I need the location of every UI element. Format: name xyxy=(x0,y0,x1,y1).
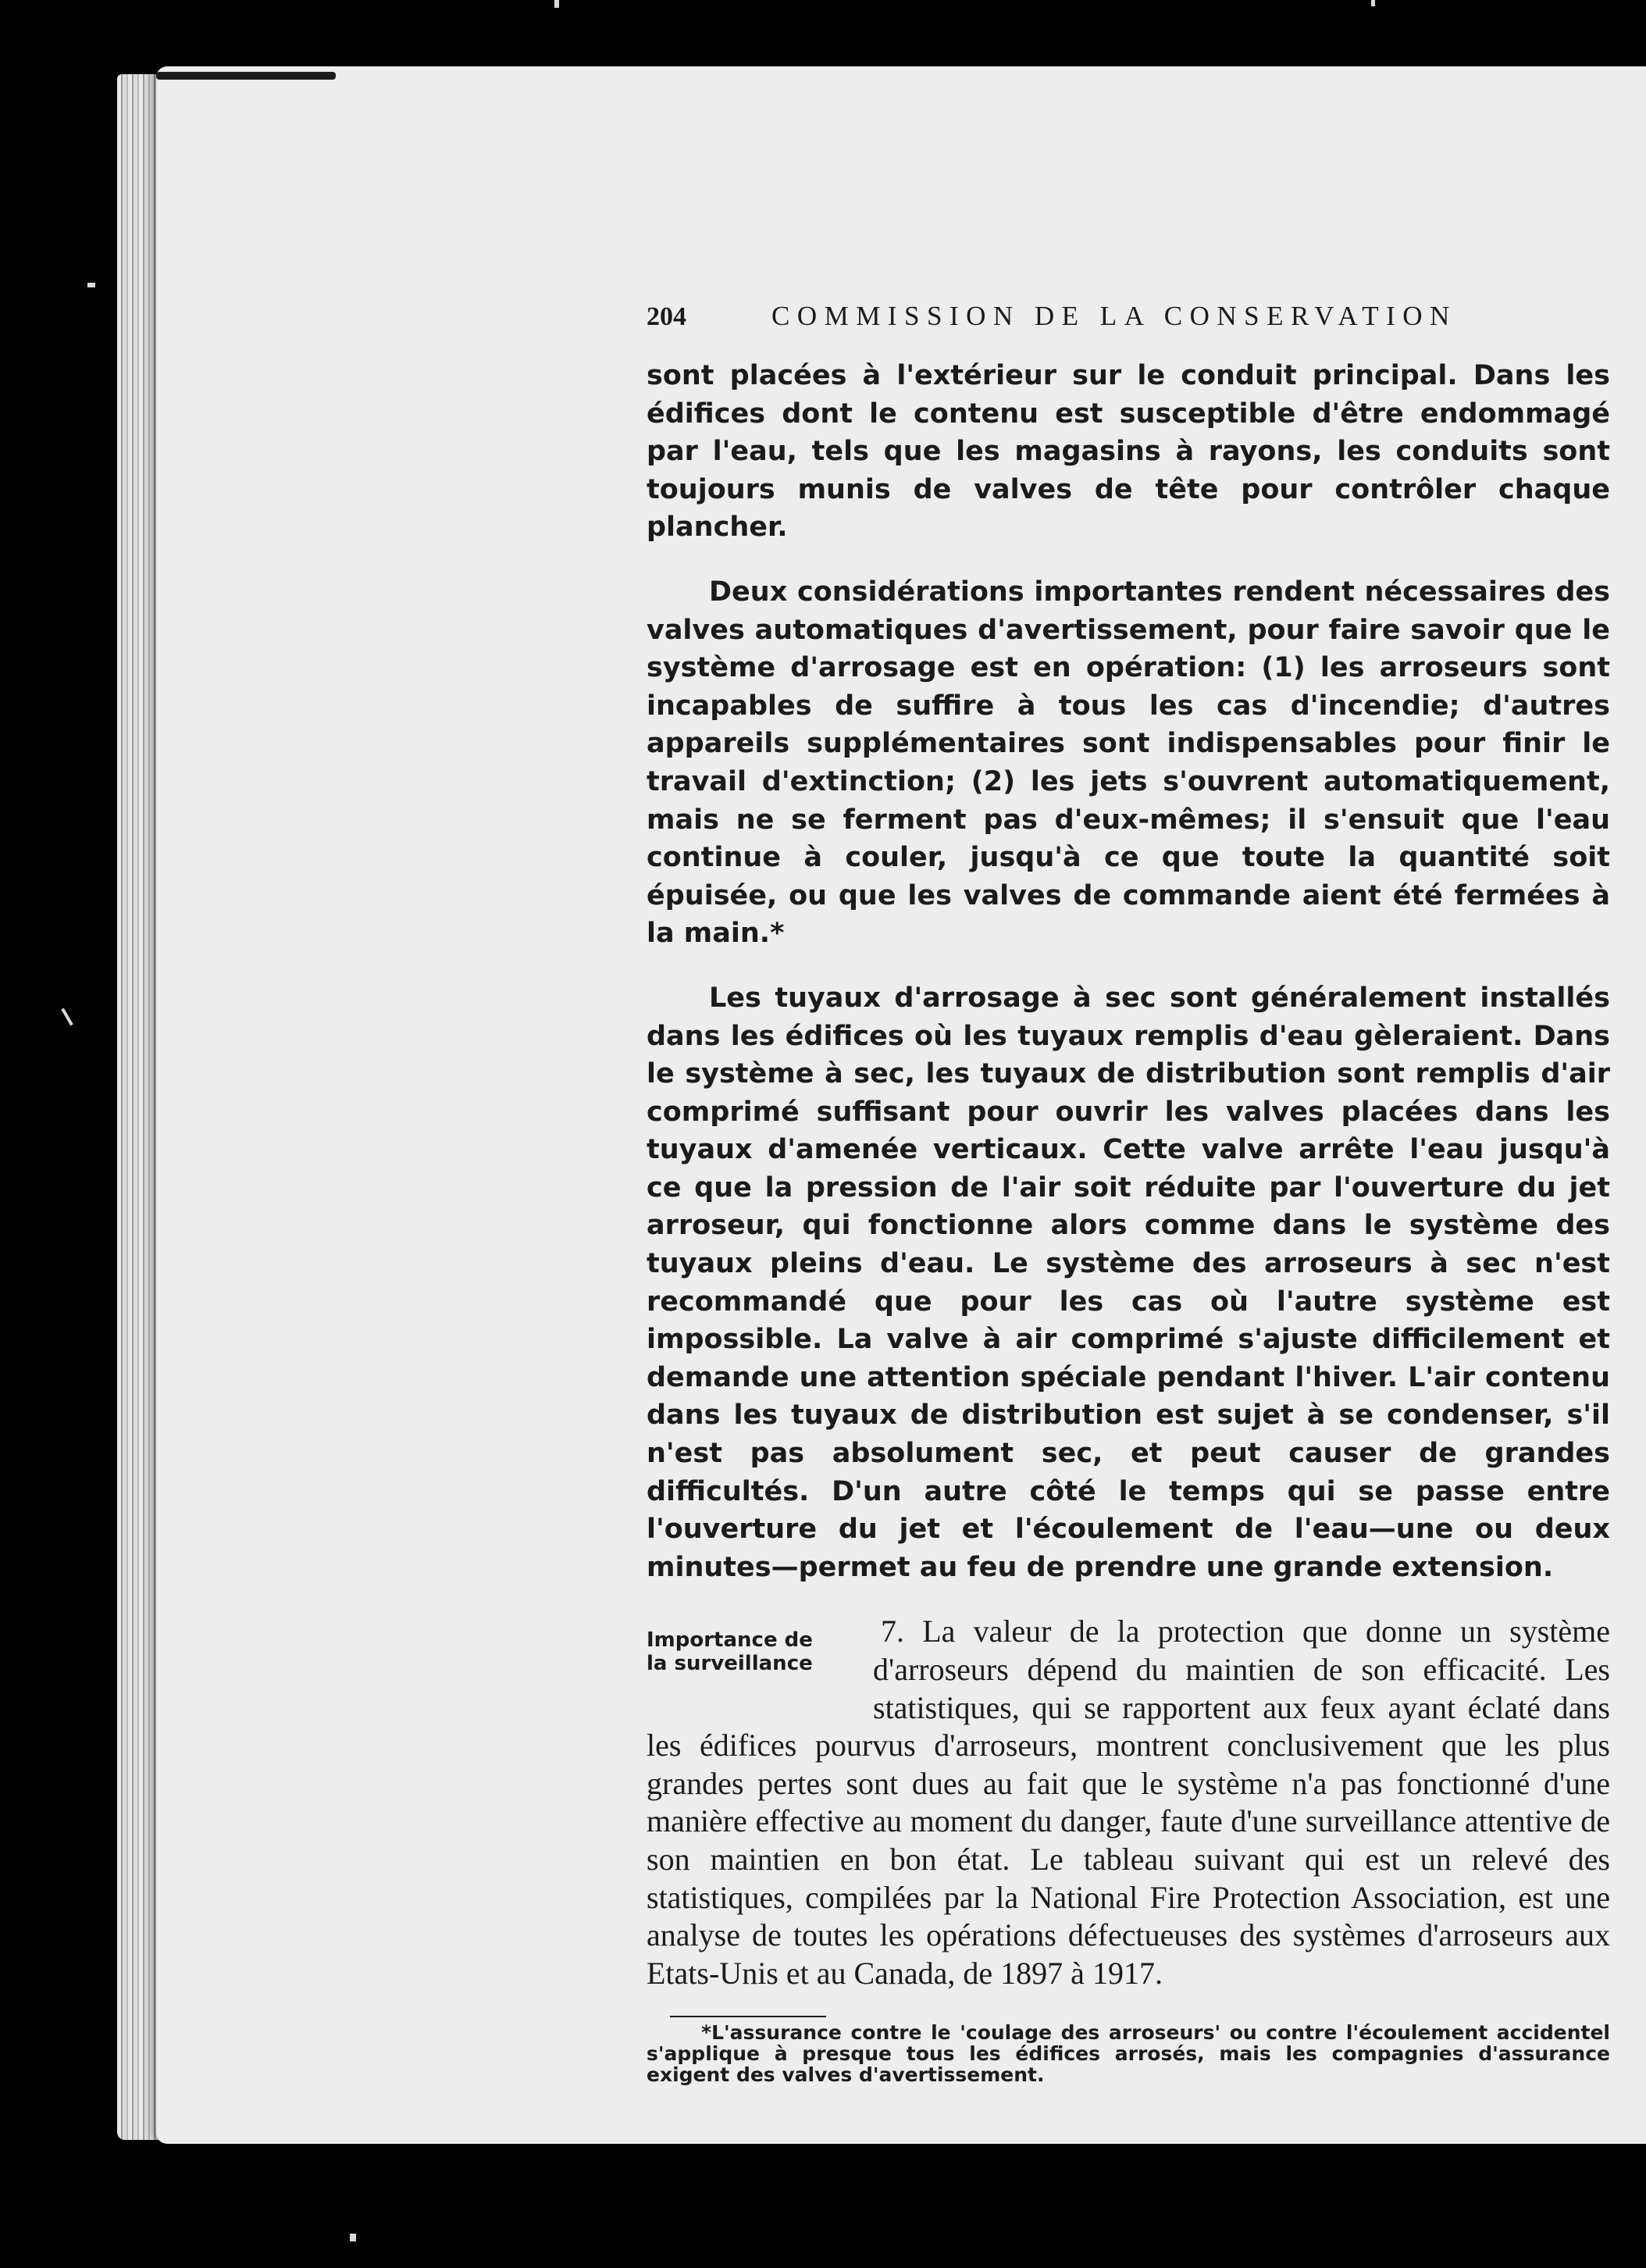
margin-note: Importance de la surveillance xyxy=(647,1628,813,1676)
scan-speck xyxy=(350,2234,356,2241)
running-head xyxy=(647,301,1610,348)
page-number: 204 xyxy=(647,302,686,331)
footnote: *L'assurance contre le 'coulage des arroseurs' ou contre l'écoulement accidentel s'applique à presque tous les édifices arrosés, mais les compagnies d'assurance exigent des valves d'avertissement. xyxy=(647,2021,1610,2087)
scan-speck xyxy=(87,283,95,287)
section-7 xyxy=(647,1613,1610,1992)
footnote-rule xyxy=(670,2016,826,2017)
paragraph: Les tuyaux d'arrosage à sec sont généralement installés dans les édifices où les tuyaux remplis d'eau gèleraient. Dans le système à sec, les tuyaux de distribution sont remplis d'air comprimé suffisant pour ouvrir les valves placées dans les tuyaux d'amenée verticaux. Cette valve arrête l'eau jusqu'à ce que la pression de l'air soit réduite par l'ouverture du jet arroseur, qui fonctionne alors comme dans le système des tuyaux pleins d'eau. Le système des arroseurs à sec n'est recommandé que pour les cas où l'autre système est impossible. La valve à air comprimé s'ajuste difficilement et demande une attention spéciale pendant l'hiver. L'air contenu dans les tuyaux de distribution est sujet à se condenser, s'il n'est pas absolument sec, et peut causer de grandes difficultés. D'un autre côté le temps qui se passe entre l'ouverture du jet et l'écoulement de l'eau—une ou deux minutes—permet au feu de prendre une grande extension. xyxy=(647,982,1610,1583)
scan-speck xyxy=(1371,0,1375,6)
scan-speck xyxy=(554,0,559,8)
running-title: COMMISSION DE LA CONSERVATION xyxy=(771,301,1457,331)
scan-speck xyxy=(61,1008,73,1026)
paragraph: sont placées à l'extérieur sur le conduit principal. Dans les édifices dont le contenu est susceptible d'être endommagé par l'eau, tels que les magasins à rayons, les conduits sont toujours munis de valves de tête pour contrôler chaque plancher. xyxy=(647,360,1610,544)
binding-shadow xyxy=(156,72,336,80)
paragraph: Deux considérations importantes rendent nécessaires des valves automatiques d'avertissement, pour faire savoir que le système d'arrosage est en opération: (1) les arroseurs sont incapables de suffire à tous les cas d'incendie; d'autres appareils supplémentaires sont indispensables pour finir le travail d'extinction; (2) les jets s'ouvrent automatiquement, mais ne se ferment pas d'eux-mêmes; il s'ensuit que l'eau continue à couler, jusqu'à ce que toute la quantité soit épuisée, ou que les valves de commande aient été fermées à la main.* xyxy=(647,576,1610,950)
paragraph: 7. La valeur de la protection que donne un système d'arroseurs dépend du maintien de son efficacité. Les statistiques, qui se rapportent aux feux ayant éclaté dans les édifices pourvus d'arroseurs, montrent conclusivement que les plus grandes pertes sont dues au fait que le système n'a pas fonctionné d'une manière effective au moment du danger, faute d'une surveillance attentive de son maintien en bon état. Le tableau suivant qui est un relevé des statistiques, compilées par la National Fire Protection Association, est une analyse de toutes les opérations défectueuses des systèmes d'arroseurs aux Etats-Unis et au Canada, de 1897 à 1917. xyxy=(647,1614,1610,1991)
page-text xyxy=(647,301,1610,2085)
